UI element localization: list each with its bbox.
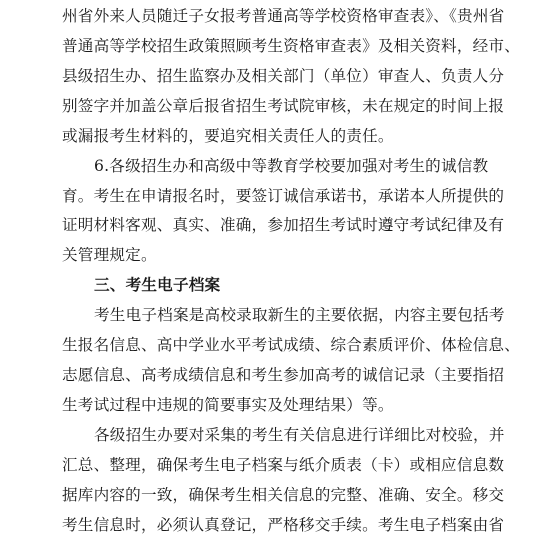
text-line: 育。考生在申请报名时，要签订诚信承诺书，承诺本人所提供的 <box>62 187 505 205</box>
text-line: 县级招生办、招生监察办及相关部门（单位）审查人、负责人分 <box>62 67 505 85</box>
section-heading: 三、考生电子档案 <box>94 276 221 294</box>
paragraph-first-line: 6.各级招生办和高级中等教育学校要加强对考生的诚信教 <box>94 157 489 175</box>
paragraph-first-line: 各级招生办要对采集的考生有关信息进行详细比对校验，并 <box>94 426 505 444</box>
text-line: 汇总、整理，确保考生电子档案与纸介质表（卡）或相应信息数 <box>62 456 505 474</box>
text-line: 别签字并加盖公章后报省招生考试院审核，未在规定的时间上报 <box>62 97 505 115</box>
text-line: 证明材料客观、真实、准确，参加招生考试时遵守考试纪律及有 <box>62 216 505 234</box>
text-line: 生报名信息、高中学业水平考试成绩、综合素质评价、体检信息、 <box>62 336 521 354</box>
text-line: 普通高等学校招生政策照顾考生资格审查表》及相关资料，经市、 <box>62 37 521 55</box>
text-line: 据库内容的一致，确保考生相关信息的完整、准确、安全。移交 <box>62 486 505 504</box>
text-line: 关管理规定。 <box>62 246 157 264</box>
paragraph-first-line: 考生电子档案是高校录取新生的主要依据，内容主要包括考 <box>94 306 505 324</box>
text-line: 或漏报考生材料的，要追究相关责任人的责任。 <box>62 127 394 145</box>
text-line: 州省外来人员随迁子女报考普通高等学校资格审查表》、《贵州省 <box>62 7 505 25</box>
text-line: 志愿信息、高考成绩信息和考生参加高考的诚信记录（主要指招 <box>62 366 505 384</box>
text-line: 生考试过程中违规的简要事实及处理结果）等。 <box>62 396 394 414</box>
text-line: 考生信息时，必须认真登记，严格移交手续。考生电子档案由省 <box>62 516 505 534</box>
